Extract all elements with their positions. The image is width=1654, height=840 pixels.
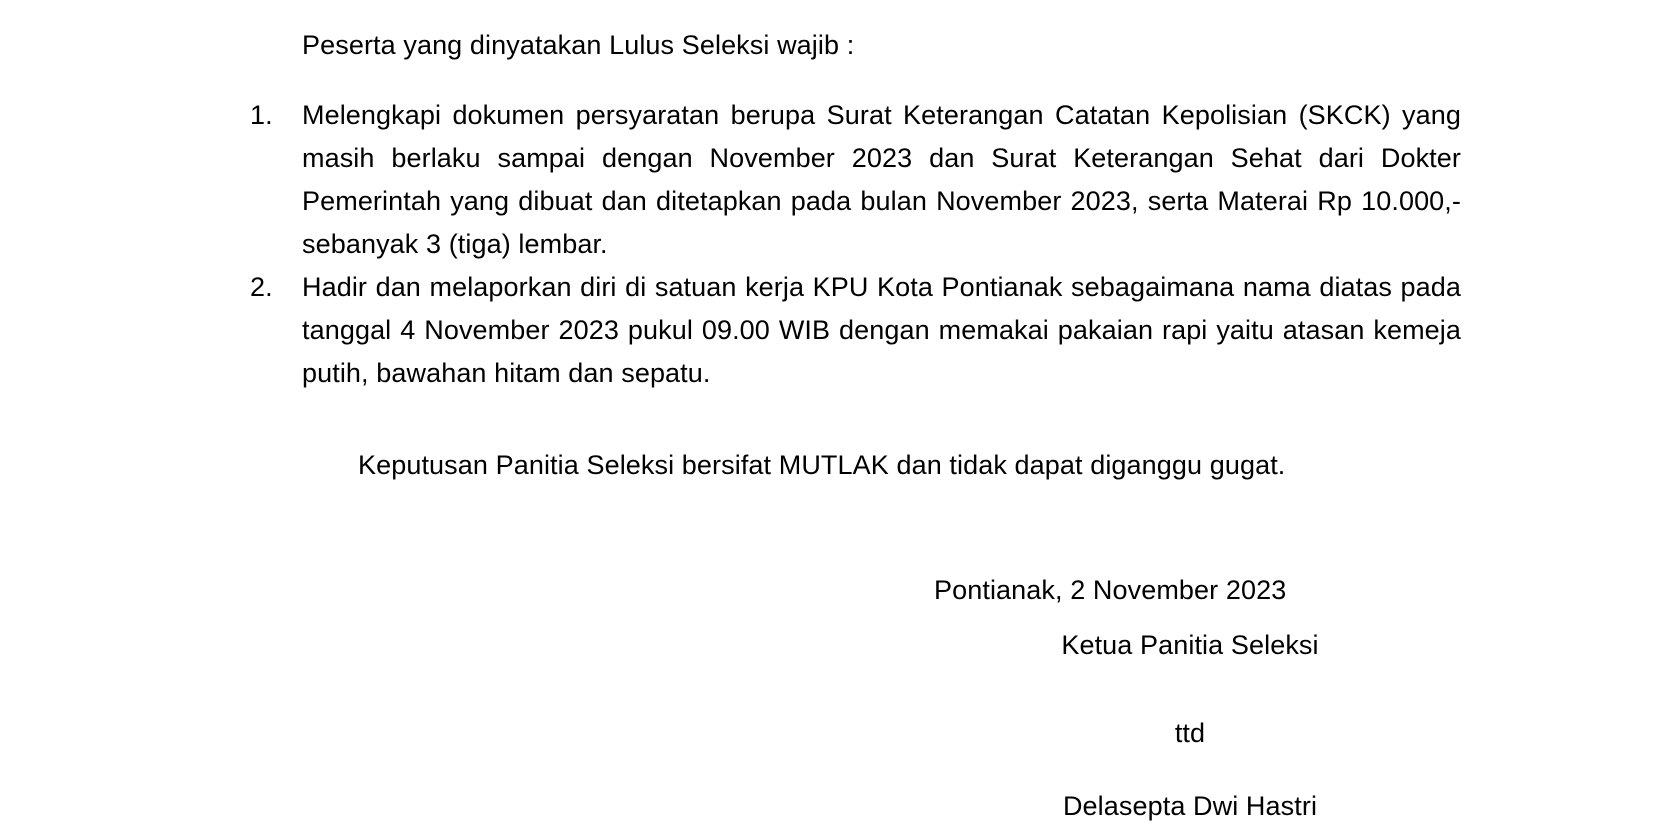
- place-date: Pontianak, 2 November 2023: [934, 575, 1287, 605]
- signatory-title: Ketua Panitia Seleksi: [1061, 630, 1319, 660]
- signatory-name: Delasepta Dwi Hastri: [1062, 791, 1318, 821]
- signature-mark: ttd: [1174, 718, 1206, 748]
- requirement-number: 1.: [250, 100, 273, 130]
- requirement-number: 2.: [250, 272, 273, 302]
- requirement-item: [245, 266, 1461, 395]
- requirement-text: Melengkapi dokumen persyaratan berupa Surat Keterangan Catatan Kepolisian (SKCK) yang masih berlaku sampai dengan November 2023 dan Surat Keterangan Sehat dari Dokter Pemerintah yang dibuat dan ditetapkan pada bulan November 2023, serta Materai Rp 10.000,- sebanyak 3 (tiga) lembar.: [302, 100, 1461, 259]
- intro-text: Peserta yang dinyatakan Lulus Seleksi wajib :: [302, 30, 855, 60]
- requirement-item: [245, 94, 1461, 266]
- requirements-list: [245, 94, 1461, 395]
- requirement-text: Hadir dan melaporkan diri di satuan kerja KPU Kota Pontianak sebagaimana nama diatas pada tanggal 4 November 2023 pukul 09.00 WIB dengan memakai pakaian rapi yaitu atasan kemeja putih, bawahan hitam dan sepatu.: [302, 272, 1461, 388]
- decision-statement: Keputusan Panitia Seleksi bersifat MUTLAK dan tidak dapat diganggu gugat.: [358, 450, 1286, 480]
